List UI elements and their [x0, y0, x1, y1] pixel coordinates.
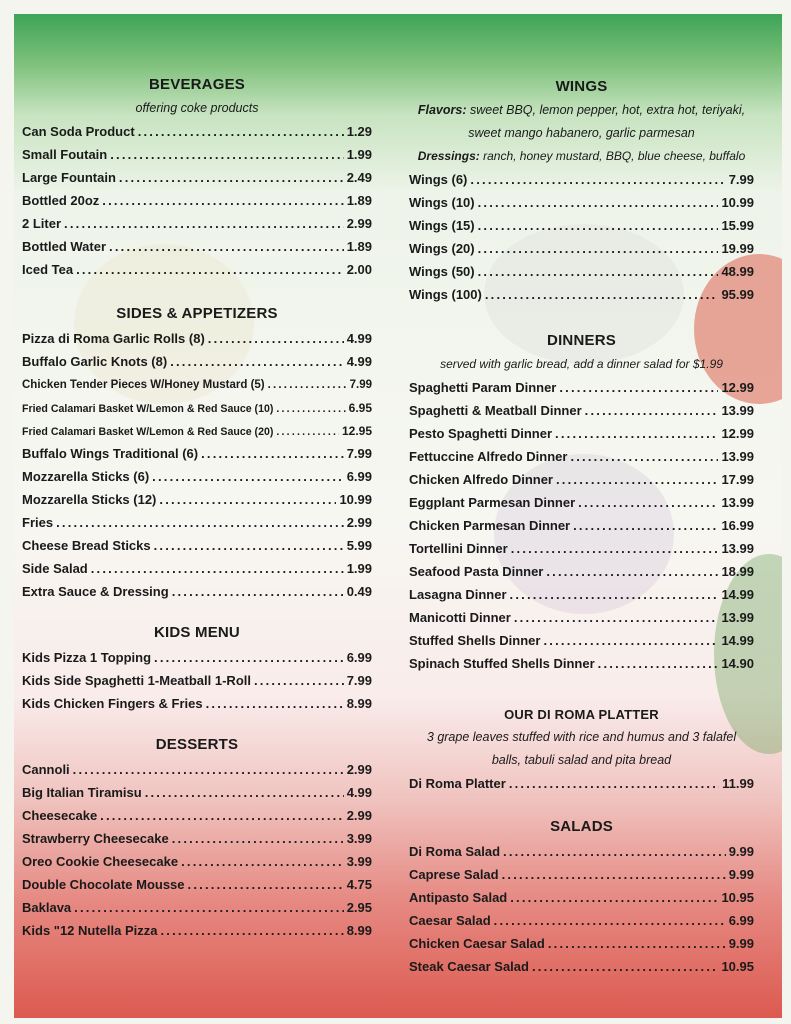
- item-name: Kids Side Spaghetti 1-Meatball 1-Roll: [22, 673, 251, 688]
- platter-description-line2: balls, tabuli salad and pita bread: [491, 753, 672, 767]
- item-name: Spaghetti & Meatball Dinner: [409, 403, 582, 418]
- menu-item: [409, 865, 754, 885]
- item-price: 2.00: [346, 262, 372, 277]
- leader-dots: [509, 774, 719, 794]
- item-name: Large Fountain: [22, 170, 116, 185]
- item-price: 9.99: [728, 936, 754, 951]
- item-price: 9.99: [728, 844, 754, 859]
- item-price: 14.99: [721, 587, 754, 602]
- item-price: 10.95: [721, 959, 754, 974]
- menu-item: [22, 648, 372, 668]
- menu-item: [409, 447, 754, 467]
- menu-item: [22, 694, 372, 714]
- item-name: Bottled 20oz: [22, 193, 100, 208]
- item-price: 7.99: [728, 172, 754, 187]
- item-price: 11.99: [722, 776, 754, 791]
- menu-item: [409, 539, 754, 559]
- menu-item: [409, 957, 754, 977]
- menu-item: [22, 237, 372, 257]
- menu-item: [409, 842, 754, 862]
- leader-dots: [546, 562, 718, 582]
- leader-dots: [559, 378, 718, 398]
- menu-item: [409, 562, 754, 582]
- leader-dots: [503, 842, 726, 862]
- menu-item: [22, 467, 372, 487]
- menu-item: [22, 829, 372, 849]
- item-name: Mozzarella Sticks (12): [22, 492, 157, 507]
- item-name: Cannoli: [22, 762, 70, 777]
- item-name: 2 Liter: [22, 216, 62, 231]
- menu-item: [409, 470, 754, 490]
- item-price: 15.99: [721, 218, 754, 233]
- leader-dots: [56, 513, 344, 533]
- leader-dots: [511, 539, 719, 559]
- leader-dots: [570, 447, 718, 467]
- leader-dots: [119, 168, 344, 188]
- dressings-text: ranch, honey mustard, BBQ, blue cheese, buffalo: [483, 149, 746, 163]
- item-name: Spaghetti Param Dinner: [409, 380, 557, 395]
- item-name: Bottled Water: [22, 239, 107, 254]
- menu-item: [409, 170, 754, 190]
- item-price: 4.75: [346, 877, 372, 892]
- leader-dots: [478, 262, 719, 282]
- item-name: Chicken Alfredo Dinner: [409, 472, 553, 487]
- leader-dots: [91, 559, 344, 579]
- beverages-subtitle: offering coke products: [135, 101, 259, 115]
- item-price: 17.99: [721, 472, 754, 487]
- item-price: 5.99: [346, 538, 372, 553]
- menu-item: [22, 214, 372, 234]
- menu-item: [22, 421, 372, 441]
- leader-dots: [100, 806, 344, 826]
- item-name: Caesar Salad: [409, 913, 491, 928]
- leader-dots: [172, 829, 344, 849]
- item-price: 12.99: [721, 380, 754, 395]
- leader-dots: [73, 760, 344, 780]
- item-name: Wings (10): [409, 195, 475, 210]
- menu-item: [22, 352, 372, 372]
- menu-page: [14, 14, 782, 1018]
- item-price: 2.99: [346, 762, 372, 777]
- item-name: Iced Tea: [22, 262, 74, 277]
- menu-item: [22, 513, 372, 533]
- leader-dots: [578, 493, 718, 513]
- item-name: Pesto Spaghetti Dinner: [409, 426, 553, 441]
- menu-item: [22, 921, 372, 941]
- item-price: 3.99: [346, 831, 372, 846]
- leader-dots: [478, 193, 719, 213]
- item-name: Wings (50): [409, 264, 475, 279]
- wings-flavors: [409, 103, 754, 117]
- item-price: 9.99: [728, 867, 754, 882]
- leader-dots: [159, 490, 336, 510]
- item-price: 2.99: [346, 808, 372, 823]
- item-price: 1.99: [346, 561, 372, 576]
- menu-item: [409, 654, 754, 674]
- leader-dots: [276, 399, 345, 419]
- menu-item: [409, 888, 754, 908]
- leader-dots: [160, 921, 343, 941]
- item-price: 12.99: [721, 426, 754, 441]
- menu-item: [22, 444, 372, 464]
- item-name: Mozzarella Sticks (6): [22, 469, 150, 484]
- leader-dots: [206, 694, 344, 714]
- item-name: Kids Pizza 1 Topping: [22, 650, 152, 665]
- item-name: Antipasto Salad: [409, 890, 508, 905]
- item-price: 48.99: [721, 264, 754, 279]
- item-price: 13.99: [721, 610, 754, 625]
- item-name: Cheese Bread Sticks: [22, 538, 151, 553]
- item-name: Fries: [22, 515, 54, 530]
- menu-item: [409, 262, 754, 282]
- item-price: 10.95: [721, 890, 754, 905]
- salads-title: SALADS: [550, 818, 613, 835]
- item-name: Side Salad: [22, 561, 88, 576]
- item-name: Can Soda Product: [22, 124, 135, 139]
- item-price: 6.99: [728, 913, 754, 928]
- item-name: Fettuccine Alfredo Dinner: [409, 449, 568, 464]
- item-name: Baklava: [22, 900, 72, 915]
- menu-item: [22, 398, 372, 418]
- item-price: 1.89: [346, 193, 372, 208]
- item-price: 7.99: [346, 446, 372, 461]
- item-name: Pizza di Roma Garlic Rolls (8): [22, 331, 205, 346]
- leader-dots: [485, 285, 719, 305]
- dinners-subtitle: served with garlic bread, add a dinner salad for $1.99: [440, 357, 723, 371]
- menu-item: [22, 168, 372, 188]
- item-name: Double Chocolate Mousse: [22, 877, 185, 892]
- item-price: 14.90: [721, 656, 754, 671]
- item-name: Oreo Cookie Cheesecake: [22, 854, 179, 869]
- menu-item: [22, 145, 372, 165]
- desserts-title: DESSERTS: [155, 736, 239, 753]
- leader-dots: [138, 122, 344, 142]
- leader-dots: [510, 585, 719, 605]
- menu-item: [409, 631, 754, 651]
- item-name: Chicken Parmesan Dinner: [409, 518, 571, 533]
- menu-item: [22, 329, 372, 349]
- item-name: Lasagna Dinner: [409, 587, 507, 602]
- dressings-label: Dressings:: [417, 149, 480, 163]
- item-price: 4.99: [346, 354, 372, 369]
- item-price: 1.29: [346, 124, 372, 139]
- leader-dots: [268, 375, 347, 395]
- item-price: 2.95: [346, 900, 372, 915]
- leader-dots: [172, 582, 344, 602]
- menu-item: [409, 934, 754, 954]
- item-name: Fried Calamari Basket W/Lemon & Red Sauce (10): [22, 403, 274, 415]
- menu-item: [22, 898, 372, 918]
- leader-dots: [74, 898, 344, 918]
- leader-dots: [478, 216, 719, 236]
- leader-dots: [102, 191, 343, 211]
- item-price: 4.99: [346, 331, 372, 346]
- menu-item: [22, 760, 372, 780]
- item-name: Buffalo Wings Traditional (6): [22, 446, 199, 461]
- menu-item: [22, 783, 372, 803]
- menu-item: [409, 774, 754, 794]
- item-price: 95.99: [721, 287, 754, 302]
- sides-title: SIDES & APPETIZERS: [116, 305, 278, 322]
- leader-dots: [585, 401, 719, 421]
- item-price: 6.95: [348, 401, 372, 415]
- item-price: 2.99: [346, 515, 372, 530]
- item-price: 18.99: [721, 564, 754, 579]
- leader-dots: [170, 352, 344, 372]
- wings-dressings: [409, 149, 754, 163]
- item-name: Steak Caesar Salad: [409, 959, 529, 974]
- leader-dots: [181, 852, 344, 872]
- item-name: Chicken Tender Pieces W/Honey Mustard (5): [22, 379, 265, 391]
- menu-item: [409, 493, 754, 513]
- item-price: 10.99: [721, 195, 754, 210]
- leader-dots: [532, 957, 718, 977]
- leader-dots: [208, 329, 344, 349]
- item-price: 8.99: [346, 923, 372, 938]
- item-name: Chicken Caesar Salad: [409, 936, 545, 951]
- item-name: Wings (6): [409, 172, 468, 187]
- menu-item: [22, 260, 372, 280]
- flavors-label: Flavors:: [417, 103, 467, 117]
- leader-dots: [543, 631, 718, 651]
- menu-item: [22, 671, 372, 691]
- item-name: Small Foutain: [22, 147, 108, 162]
- item-price: 2.49: [346, 170, 372, 185]
- platter-description-line1: 3 grape leaves stuffed with rice and humus and 3 falafel: [426, 730, 737, 744]
- menu-item: [409, 285, 754, 305]
- item-name: Caprese Salad: [409, 867, 499, 882]
- menu-item: [22, 375, 372, 395]
- item-price: 13.99: [721, 495, 754, 510]
- item-price: 6.99: [346, 469, 372, 484]
- menu-item: [409, 608, 754, 628]
- menu-item: [22, 852, 372, 872]
- leader-dots: [276, 422, 339, 442]
- leader-dots: [110, 145, 343, 165]
- menu-item: [22, 806, 372, 826]
- leader-dots: [573, 516, 718, 536]
- leader-dots: [64, 214, 344, 234]
- item-name: Spinach Stuffed Shells Dinner: [409, 656, 595, 671]
- item-price: 8.99: [346, 696, 372, 711]
- leader-dots: [145, 783, 344, 803]
- leader-dots: [548, 934, 726, 954]
- leader-dots: [502, 865, 726, 885]
- item-name: Manicotti Dinner: [409, 610, 511, 625]
- menu-item: [409, 585, 754, 605]
- item-price: 13.99: [721, 541, 754, 556]
- leader-dots: [188, 875, 344, 895]
- item-price: 13.99: [721, 403, 754, 418]
- menu-item: [409, 424, 754, 444]
- menu-item: [22, 490, 372, 510]
- menu-item: [22, 191, 372, 211]
- leader-dots: [154, 648, 344, 668]
- item-name: Tortellini Dinner: [409, 541, 508, 556]
- item-name: Stuffed Shells Dinner: [409, 633, 541, 648]
- item-price: 12.95: [341, 424, 372, 438]
- item-price: 2.99: [346, 216, 372, 231]
- leader-dots: [478, 239, 719, 259]
- item-price: 7.99: [346, 673, 372, 688]
- item-name: Kids Chicken Fingers & Fries: [22, 696, 203, 711]
- platter-title: OUR DI ROMA PLATTER: [504, 707, 659, 722]
- item-name: Seafood Pasta Dinner: [409, 564, 544, 579]
- item-price: 16.99: [721, 518, 754, 533]
- leader-dots: [555, 424, 718, 444]
- leader-dots: [514, 608, 719, 628]
- leader-dots: [109, 237, 344, 257]
- item-name: Cheesecake: [22, 808, 98, 823]
- leader-dots: [556, 470, 718, 490]
- item-name: Fried Calamari Basket W/Lemon & Red Sauce (20): [22, 426, 274, 438]
- kids-menu-title: KIDS MENU: [154, 624, 240, 641]
- leader-dots: [254, 671, 344, 691]
- leader-dots: [470, 170, 725, 190]
- leader-dots: [76, 260, 344, 280]
- item-name: Wings (15): [409, 218, 475, 233]
- item-name: Strawberry Cheesecake: [22, 831, 169, 846]
- item-price: 1.99: [346, 147, 372, 162]
- dinners-title: DINNERS: [547, 332, 616, 349]
- item-price: 19.99: [721, 241, 754, 256]
- leader-dots: [154, 536, 344, 556]
- menu-item: [22, 122, 372, 142]
- leader-dots: [598, 654, 719, 674]
- item-price: 4.99: [346, 785, 372, 800]
- item-price: 1.89: [346, 239, 372, 254]
- item-name: Big Italian Tiramisu: [22, 785, 142, 800]
- menu-item: [409, 216, 754, 236]
- menu-item: [22, 536, 372, 556]
- leader-dots: [152, 467, 344, 487]
- item-name: Wings (100): [409, 287, 482, 302]
- item-price: 3.99: [346, 854, 372, 869]
- item-name: Buffalo Garlic Knots (8): [22, 354, 168, 369]
- menu-item: [409, 378, 754, 398]
- wings-flavors-cont: sweet mango habanero, garlic parmesan: [468, 126, 695, 140]
- item-price: 10.99: [339, 492, 372, 507]
- menu-item: [409, 239, 754, 259]
- leader-dots: [494, 911, 726, 931]
- item-price: 14.99: [721, 633, 754, 648]
- menu-item: [409, 401, 754, 421]
- item-name: Eggplant Parmesan Dinner: [409, 495, 576, 510]
- item-name: Kids "12 Nutella Pizza: [22, 923, 158, 938]
- wings-title: WINGS: [555, 78, 608, 95]
- menu-item: [409, 193, 754, 213]
- item-price: 0.49: [346, 584, 372, 599]
- item-name: Wings (20): [409, 241, 475, 256]
- menu-item: [409, 516, 754, 536]
- menu-item: [22, 582, 372, 602]
- beverages-title: BEVERAGES: [149, 76, 245, 93]
- menu-item: [22, 559, 372, 579]
- menu-item: [22, 875, 372, 895]
- leader-dots: [510, 888, 718, 908]
- item-name: Extra Sauce & Dressing: [22, 584, 169, 599]
- flavors-text: sweet BBQ, lemon pepper, hot, extra hot, teriyaki,: [469, 103, 746, 117]
- item-price: 13.99: [721, 449, 754, 464]
- item-price: 7.99: [349, 379, 372, 391]
- menu-item: [409, 911, 754, 931]
- item-price: 6.99: [346, 650, 372, 665]
- item-name: Di Roma Platter: [409, 776, 506, 791]
- item-name: Di Roma Salad: [409, 844, 501, 859]
- leader-dots: [201, 444, 344, 464]
